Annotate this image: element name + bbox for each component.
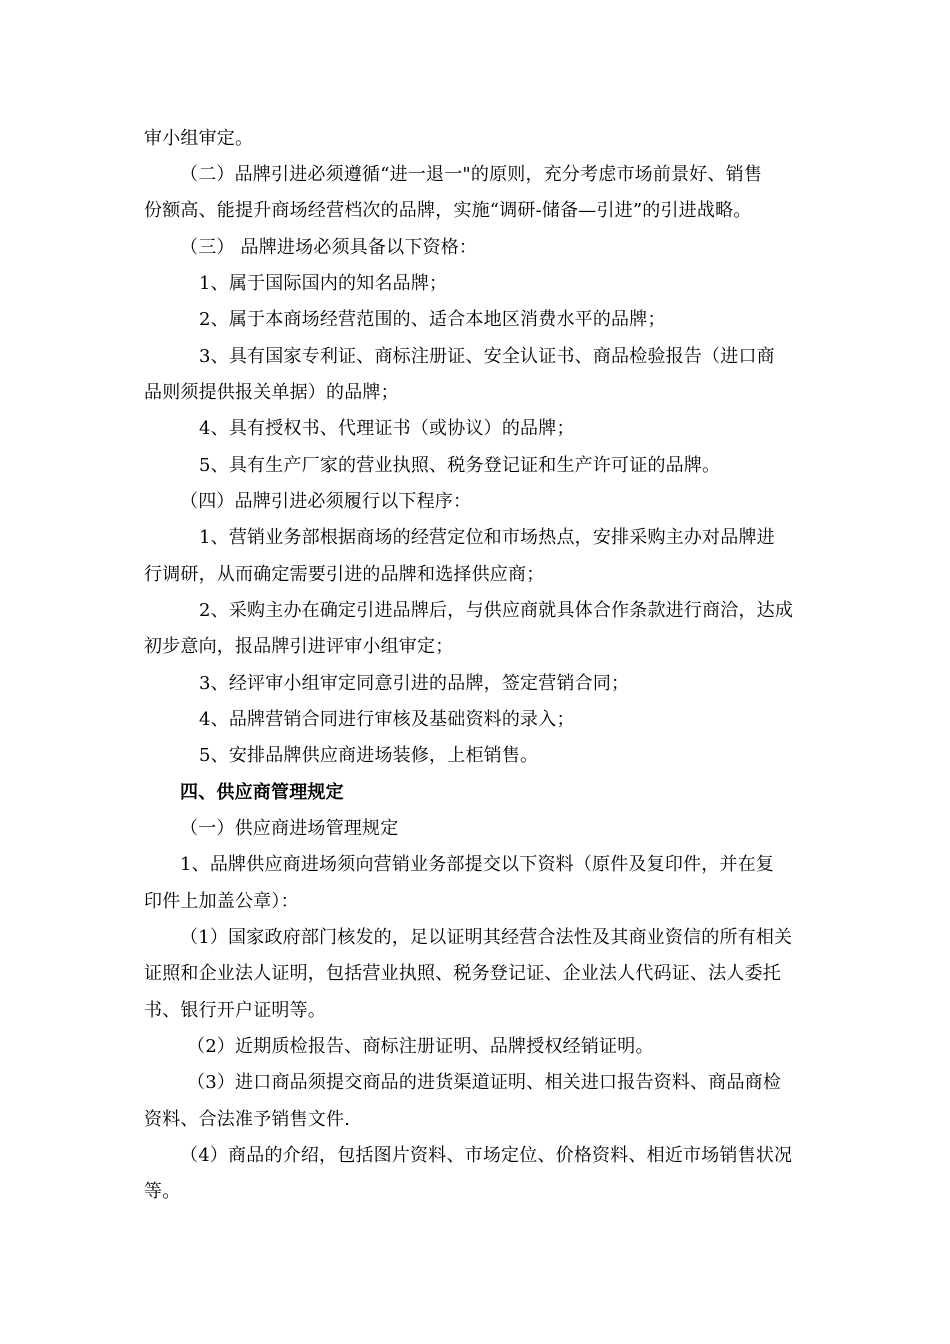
- list-item: 4、具有授权书、代理证书（或协议）的品牌；: [199, 418, 575, 439]
- list-item: （1）国家政府部门核发的，足以证明其经营合法性及其商业资信的所有相关: [180, 927, 793, 948]
- text-line: 资料、合法准予销售文件.: [144, 1109, 351, 1130]
- list-item: 1、营销业务部根据商场的经营定位和市场热点，安排采购主办对品牌进: [199, 527, 775, 548]
- text-line: 书、银行开户证明等。: [144, 1000, 326, 1021]
- list-item: 3、经评审小组审定同意引进的品牌，签定营销合同；: [199, 673, 630, 694]
- text-line: 行调研，从而确定需要引进的品牌和选择供应商；: [144, 564, 545, 585]
- text-line: 印件上加盖公章）：: [144, 891, 299, 912]
- text-line: 等。: [144, 1181, 181, 1202]
- list-item: 5、具有生产厂家的营业执照、税务登记证和生产许可证的品牌。: [199, 455, 721, 476]
- list-item: （4）商品的介绍，包括图片资料、市场定位、价格资料、相近市场销售状况: [180, 1145, 793, 1166]
- text-line: （四）品牌引进必须履行以下程序：: [180, 491, 472, 512]
- list-item: 5、安排品牌供应商进场装修，上柜销售。: [199, 745, 539, 766]
- subsection-heading: （一）供应商进场管理规定: [180, 818, 399, 839]
- text-line: （三） 品牌进场必须具备以下资格：: [180, 237, 478, 258]
- text-line: 品则须提供报关单据）的品牌；: [144, 382, 399, 403]
- list-item: 1、品牌供应商进场须向营销业务部提交以下资料（原件及复印件，并在复: [180, 854, 775, 875]
- list-item: 2、采购主办在确定引进品牌后，与供应商就具体合作条款进行商洽，达成: [199, 600, 794, 621]
- text-line: 份额高、能提升商场经营档次的品牌，实施“调研-储备—引进”的引进战略。: [144, 200, 752, 221]
- text-line: 初步意向，报品牌引进评审小组审定；: [144, 636, 454, 657]
- text-line: 证照和企业法人证明，包括营业执照、税务登记证、企业法人代码证、法人委托: [144, 963, 781, 984]
- list-item: 1、属于国际国内的知名品牌；: [199, 273, 448, 294]
- text-line: （二）品牌引进必须遵循“进一退一"的原则，充分考虑市场前景好、销售: [180, 164, 763, 185]
- list-item: （2）近期质检报告、商标注册证明、品牌授权经销证明。: [187, 1036, 654, 1057]
- list-item: （3）进口商品须提交商品的进货渠道证明、相关进口报告资料、商品商检: [187, 1072, 782, 1093]
- list-item: 4、品牌营销合同进行审核及基础资料的录入；: [199, 709, 575, 730]
- text-line: 审小组审定。: [144, 128, 254, 149]
- list-item: 3、具有国家专利证、商标注册证、安全认证书、商品检验报告（进口商: [199, 346, 775, 367]
- section-heading: 四、供应商管理规定: [180, 782, 344, 803]
- list-item: 2、属于本商场经营范围的、适合本地区消费水平的品牌；: [199, 309, 666, 330]
